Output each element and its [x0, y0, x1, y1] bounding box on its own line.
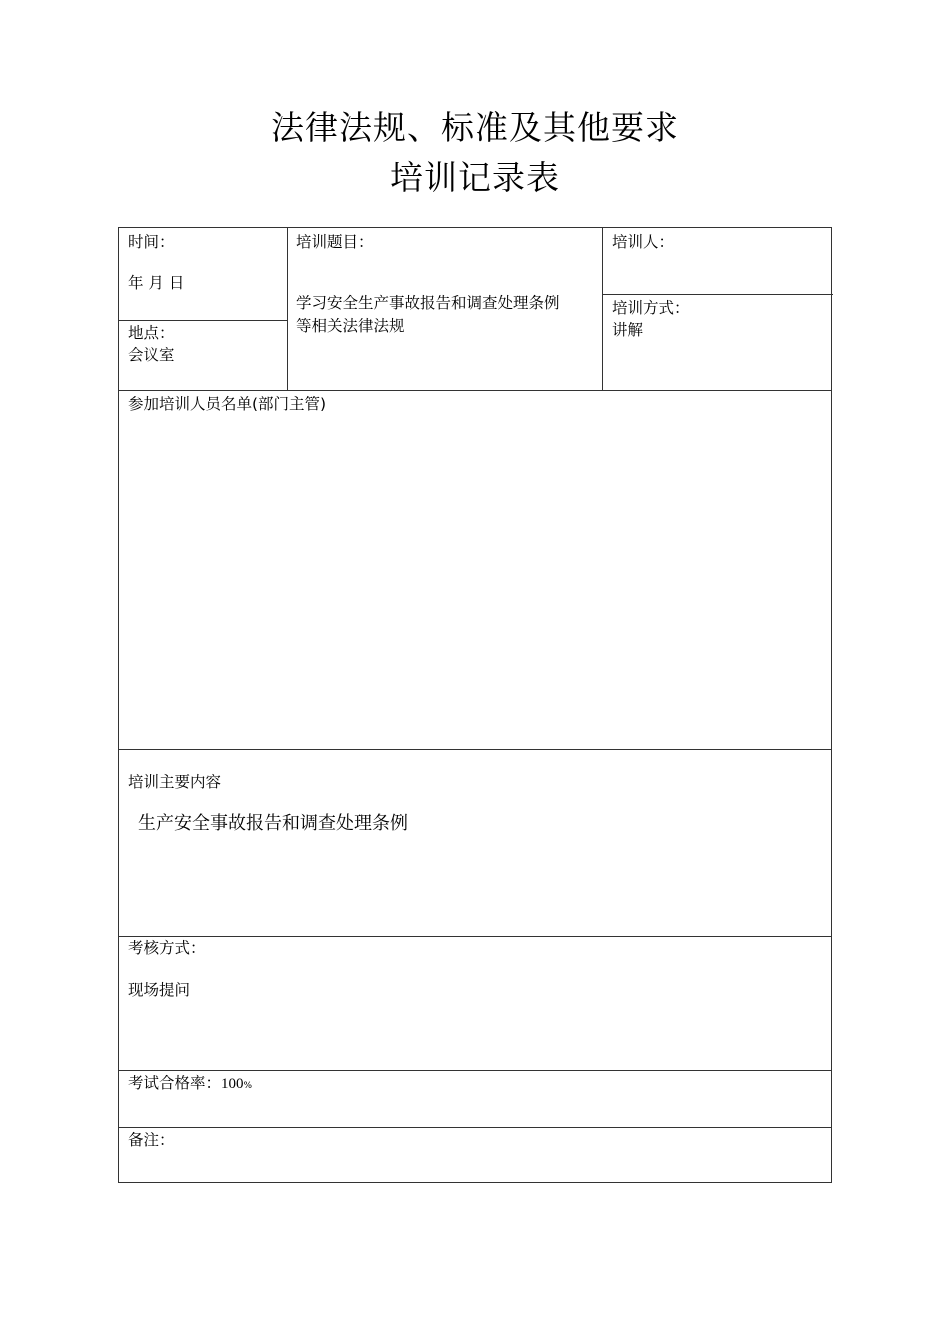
pass-rate-unit: % — [243, 1081, 253, 1091]
divider-row-passrate — [119, 1127, 831, 1128]
location-label: 地点： — [128, 324, 175, 342]
divider-row-header — [119, 390, 831, 391]
pass-rate-value: 100 — [221, 1076, 244, 1092]
content-value: 生产安全事故报告和调查处理条例 — [138, 813, 408, 834]
content-label: 培训主要内容 — [128, 773, 222, 791]
divider-col2 — [602, 228, 603, 390]
method-value: 讲解 — [612, 321, 644, 339]
attendees-label: 参加培训人员名单(部门主管) — [128, 395, 327, 413]
date-text: 年 月 日 — [128, 274, 185, 292]
topic-line1: 学习安全生产事故报告和调查处理条例 — [296, 294, 560, 312]
topic-line2: 等相关法律法规 — [296, 317, 405, 335]
time-label: 时间： — [128, 233, 175, 251]
pass-rate-label: 考试合格率： — [128, 1074, 222, 1092]
assessment-label: 考核方式： — [128, 939, 206, 957]
trainer-label: 培训人： — [612, 233, 675, 251]
document-title-line2: 培训记录表 — [390, 158, 560, 197]
divider-row-content — [119, 936, 831, 937]
divider-row-attendees — [119, 749, 831, 750]
divider-col1 — [287, 228, 288, 390]
divider-time-location — [119, 320, 287, 321]
topic-label: 培训题目： — [296, 233, 374, 251]
document-title-line1: 法律法规、标准及其他要求 — [271, 108, 679, 147]
divider-trainer-method — [602, 294, 833, 295]
training-record-form — [118, 227, 832, 1183]
remarks-label: 备注： — [128, 1131, 175, 1149]
divider-row-assessment — [119, 1070, 831, 1071]
method-label: 培训方式： — [612, 299, 690, 317]
assessment-value: 现场提问 — [128, 981, 191, 999]
location-value: 会议室 — [128, 346, 175, 364]
pass-rate — [128, 1073, 252, 1096]
